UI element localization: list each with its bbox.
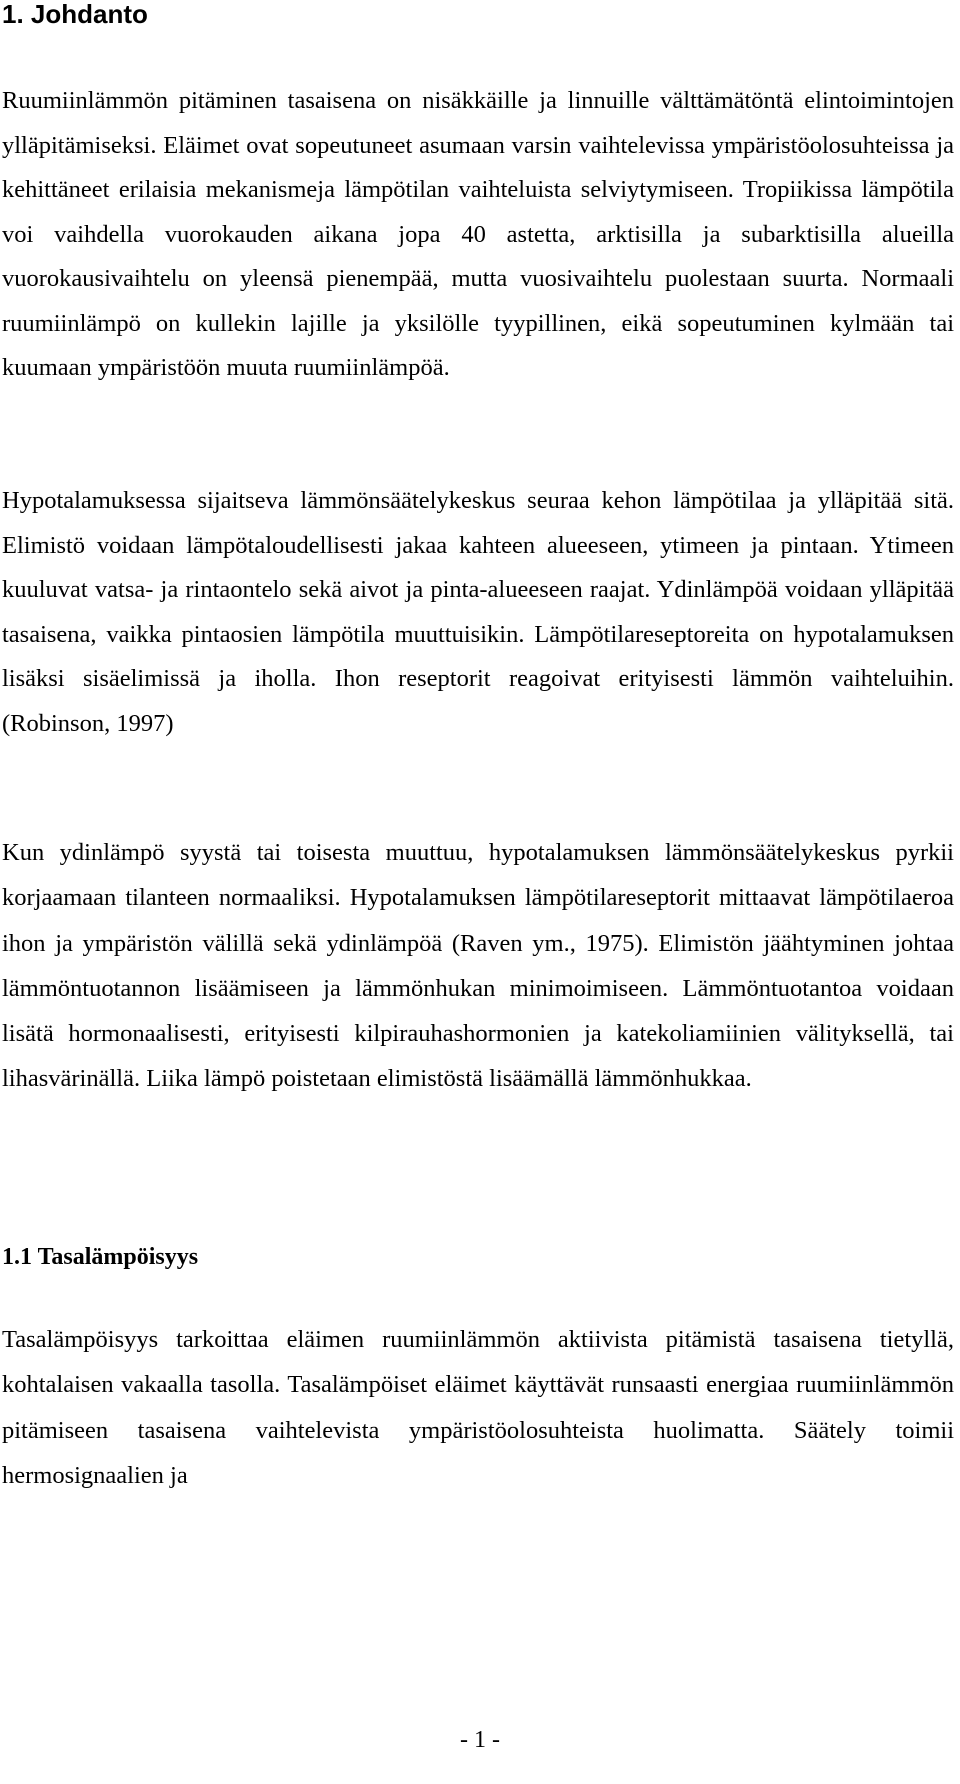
page-number: - 1 -: [460, 1727, 500, 1753]
intro-paragraph-3: Kun ydinlämpö syystä tai toisesta muuttuu, hypotalamuksen lämmönsäätelykeskus pyrkii korjaamaan tilanteen normaaliksi. Hypotalamuksen lämpötilareseptorit mittaavat lämpötilaeroa ihon ja ympäristön välillä sekä ydinlämpöä (Raven ym., 1975). Elimistön jäähtyminen johtaa lämmöntuotannon lisäämiseen ja lämmönhukan minimoimiseen. Lämmöntuotantoa voidaan lisätä hormonaalisesti, erityisesti kilpirauhashormonien ja katekoliamiinien välityksellä, tai lihasvärinällä. Liika lämpö poistetaan elimistöstä lisäämällä lämmönhukkaa.: [2, 839, 954, 1093]
intro-paragraph-2: Hypotalamuksessa sijaitseva lämmönsäätelykeskus seuraa kehon lämpötilaa ja ylläpitää sitä. Elimistö voidaan lämpötaloudellisesti jakaa kahteen alueeseen, ytimeen ja pintaan. Ytimeen kuuluvat vatsa- ja rintaontelo sekä aivot ja pinta-alueeseen raajat. Ydinlämpöä voidaan ylläpitää tasaisena, vaikka pintaosien lämpötila muuttuisikin. Lämpötilareseptoreita on hypotalamuksen lisäksi sisäelimissä ja iholla. Ihon reseptorit reagoivat erityisesti lämmön vaihteluihin. (Robinson, 1997): [2, 487, 954, 737]
section-heading: 1. Johdanto: [2, 0, 148, 29]
intro-paragraph-1: Ruumiinlämmön pitäminen tasaisena on nisäkkäille ja linnuille välttämätöntä elintoimintojen ylläpitämiseksi. Eläimet ovat sopeutuneet asumaan varsin vaihtelevissa ympäristöolosuhteissa ja kehittäneet erilaisia mekanismeja lämpötilan vaihteluista selviytymiseen. Tropiikissa lämpötila voi vaihdella vuorokauden aikana jopa 40 astetta, arktisilla ja subarktisilla alueilla vuorokausivaihtelu on yleensä pienempää, mutta vuosivaihtelu puolestaan suurta. Normaali ruumiinlämpö on kullekin lajille ja yksilölle tyypillinen, eikä sopeutuminen kylmään tai kuumaan ympäristöön muuta ruumiinlämpöä.: [2, 87, 954, 381]
subsection-paragraph-1: Tasalämpöisyys tarkoittaa eläimen ruumiinlämmön aktiivista pitämistä tasaisena tietyllä, kohtalaisen vakaalla tasolla. Tasalämpöiset eläimet käyttävät runsaasti energiaa ruumiinlämmön pitämiseen tasaisena vaihtelevista ympäristöolosuhteista huolimatta. Säätely toimii hermosignaalien ja: [2, 1326, 954, 1489]
subsection-heading: 1.1 Tasalämpöisyys: [2, 1244, 199, 1270]
